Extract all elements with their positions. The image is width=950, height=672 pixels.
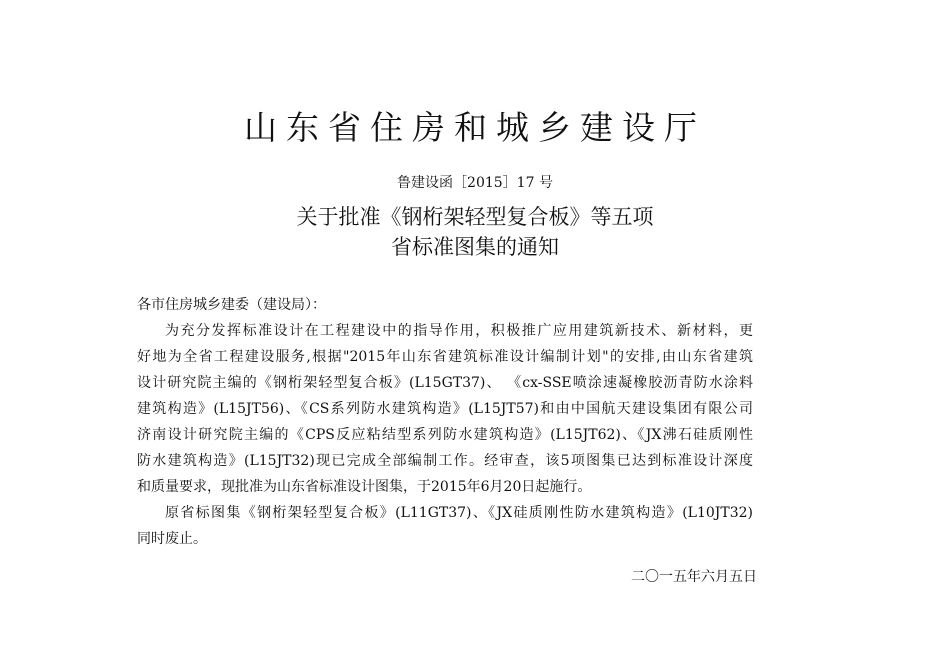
notice-title-line-2: 省标准图集的通知 <box>391 235 559 259</box>
paragraph-1-line-6: 防水建筑构造》(L15JT32)现已完成全部编制工作。经审查，该5项图集已达到标准设计深度 <box>137 453 753 469</box>
paragraph-2-line-2: 同时废止。 <box>137 531 207 547</box>
paragraph-2-line-1: 原省标图集《钢桁架轻型复合板》(L11GT37)、《JX硅质刚性防水建筑构造》(L10JT32) <box>165 505 753 521</box>
paragraph-1-line-3: 设计研究院主编的《钢桁架轻型复合板》(L15GT37)、 《cx-SSE喷涂速凝橡胶沥青防水涂料 <box>137 375 753 391</box>
paragraph-1-line-7: 和质量要求，现批准为山东省标准设计图集，于2015年6月20日起施行。 <box>137 479 592 495</box>
notice-body <box>137 292 753 552</box>
document-number: 鲁建设函［2015］17 号 <box>397 175 553 191</box>
paragraph-1-line-4: 建筑构造》(L15JT56)、《CS系列防水建筑构造》(L15JT57)和由中国航天建设集团有限公司 <box>137 401 753 417</box>
salutation: 各市住房城乡建委（建设局）： <box>137 297 326 313</box>
notice-title-line-1: 关于批准《钢桁架轻型复合板》等五项 <box>296 205 654 229</box>
paragraph-1-line-1: 为充分发挥标准设计在工程建设中的指导作用，积极推广应用建筑新技术、新材料，更 <box>165 323 753 339</box>
paragraph-1-line-5: 济南设计研究院主编的《CPS反应粘结型系列防水建筑构造》(L15JT62)、《JX沸石硅质刚性 <box>137 427 753 443</box>
paragraph-1-line-2: 好地为全省工程建设服务,根据"2015年山东省建筑标准设计编制计划"的安排,由山东省建筑 <box>137 349 753 365</box>
issue-date: 二〇一五年六月五日 <box>631 569 757 585</box>
agency-name: 山东省住房和城乡建设厅 <box>244 108 706 147</box>
